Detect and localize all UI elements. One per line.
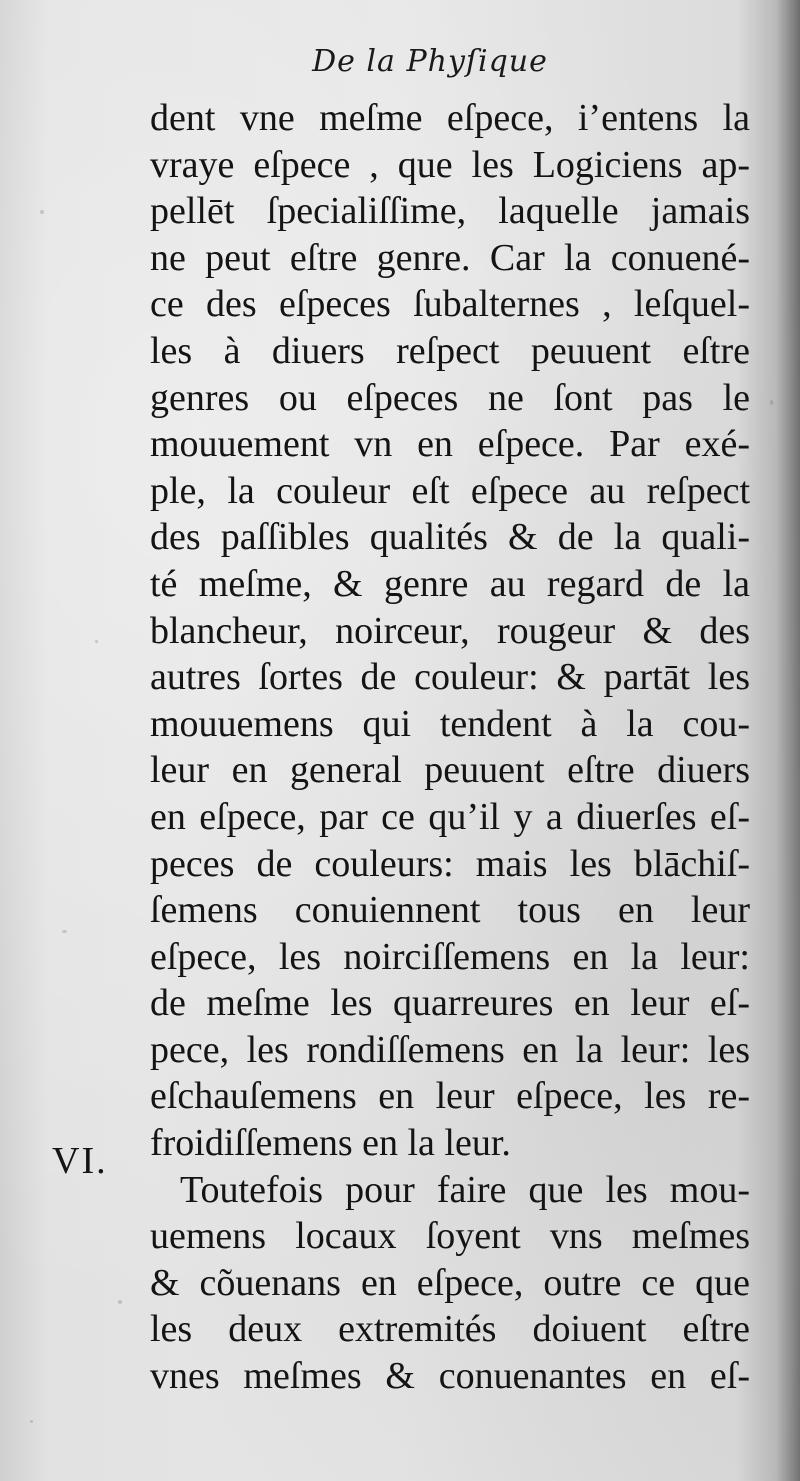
paper-speck [40, 210, 44, 214]
paper-speck [770, 400, 773, 405]
text-line: vraye eſpece , que les Logiciens ap- [150, 143, 750, 186]
running-head: De la Phyſique [312, 44, 548, 79]
text-line: eſpece, les noirciſſemens en la leur: [150, 935, 750, 978]
text-line: des paſſibles qualités & de la quali- [150, 516, 750, 559]
text-line: ce des eſpeces ſubalternes , leſquel- [150, 283, 750, 326]
text-line: mouuemens qui tendent à la cou- [150, 702, 750, 745]
text-line: Toutefois pour faire que les mou- [180, 1168, 750, 1211]
text-line: té meſme, & genre au regard de la [150, 562, 750, 605]
text-line: les à diuers reſpect peuuent eſtre [150, 329, 750, 372]
text-line: froidiſſemens en la leur. [150, 1122, 511, 1165]
paper-speck [30, 1420, 33, 1423]
text-line: les deux extremités doiuent eſtre [150, 1308, 750, 1351]
text-line: uemens locaux ſoyent vns meſmes [150, 1215, 750, 1258]
text-line: genres ou eſpeces ne ſont pas le [150, 376, 750, 419]
text-line: de meſme les quarreures en leur eſ- [150, 982, 750, 1025]
text-line: mouuement vn en eſpece. Par exé- [150, 423, 750, 466]
text-line: pellēt ſpecialiſſime, laquelle jamais [150, 190, 750, 233]
text-line: en eſpece, par ce qu’il y a diuerſes eſ- [150, 795, 750, 838]
text-line: ne peut eſtre genre. Car la conuené- [150, 236, 750, 279]
text-line: leur en general peuuent eſtre diuers [150, 749, 750, 792]
text-line: eſchauſemens en leur eſpece, les re- [150, 1075, 750, 1118]
paper-speck [62, 930, 67, 933]
body-text [150, 95, 750, 1400]
text-line: vnes meſmes & conuenantes en eſ- [150, 1355, 750, 1398]
section-marker: VI. [52, 1140, 108, 1182]
text-line: blancheur, noirceur, rougeur & des [150, 609, 750, 652]
text-line: pece, les rondiſſemens en la leur: les [150, 1028, 750, 1071]
text-line: dent vne meſme eſpece, i’entens la [150, 97, 750, 139]
text-line: autres ſortes de couleur: & partāt les [150, 656, 750, 699]
paper-speck [118, 1300, 122, 1304]
text-line: ple, la couleur eſt eſpece au reſpect [150, 469, 750, 512]
text-line: ſemens conuiennent tous en leur [150, 889, 750, 932]
paper-speck [95, 640, 98, 643]
text-line: peces de couleurs: mais les blāchiſ- [150, 842, 750, 885]
text-line: & cõuenans en eſpece, outre ce que [150, 1261, 750, 1304]
